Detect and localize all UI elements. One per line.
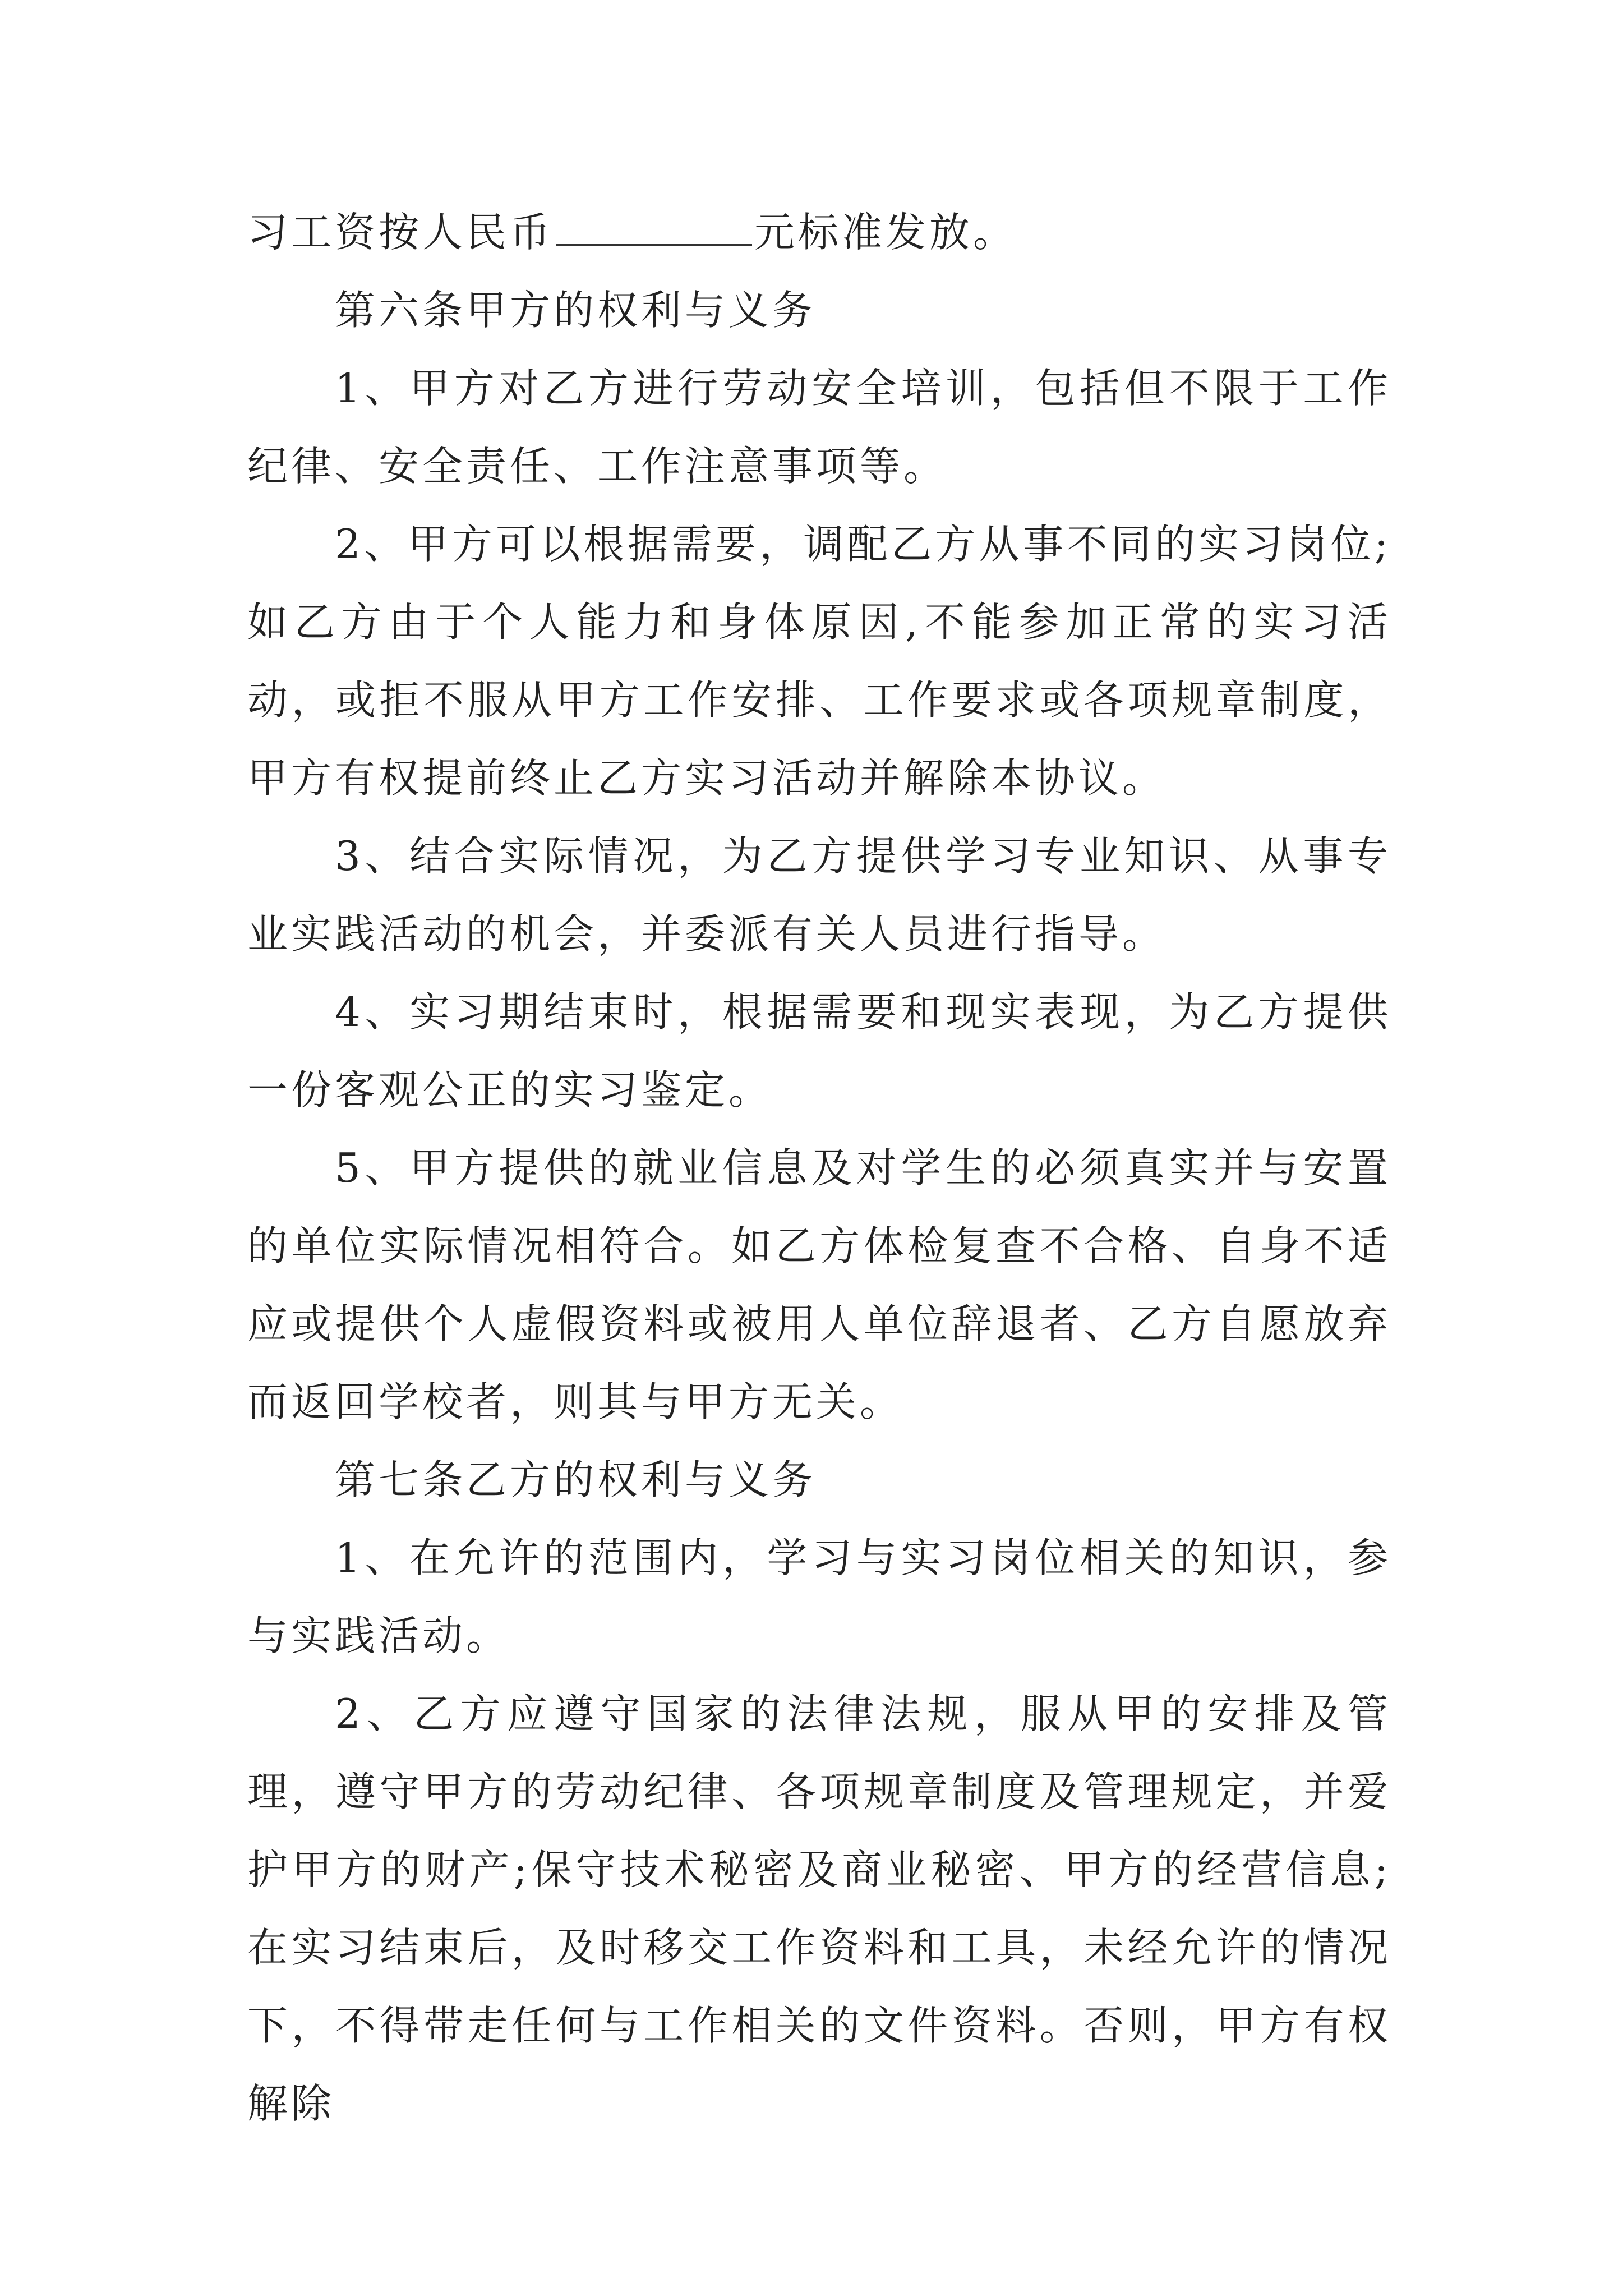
wage-text-after: 元标准发放。 — [754, 209, 1017, 256]
article-7-item-2: 2、乙方应遵守国家的法律法规，服从甲的安排及管理，遵守甲方的劳动纪律、各项规章制度及管理规定，并爱护甲方的财产;保守技术秘密及商业秘密、甲方的经营信息;在实习结束后，及时移交工作资料和工具，未经允许的情况下，不得带走任何与工作相关的文件资料。否则，甲方有权解除 — [247, 1690, 1391, 2127]
article-6-item-1: 1、甲方对乙方进行劳动安全培训，包括但不限于工作纪律、安全责任、工作注意事项等。 — [247, 365, 1391, 490]
document-body — [247, 194, 1391, 2143]
article-6-item-5: 5、甲方提供的就业信息及对学生的必须真实并与安置的单位实际情况相符合。如乙方体检复查不合格、自身不适应或提供个人虚假资料或被用人单位辞退者、乙方自愿放弃而返回学校者，则其与甲方无关。 — [247, 1144, 1391, 1425]
paragraph-continuation — [247, 194, 1391, 272]
article-7-heading: 第七条乙方的权利与义务 — [335, 1456, 817, 1503]
article-6-heading: 第六条甲方的权利与义务 — [335, 287, 817, 334]
article-6-item-3: 3、结合实际情况，为乙方提供学习专业知识、从事专业实践活动的机会，并委派有关人员进行指导。 — [247, 832, 1391, 958]
article-6-item-2: 2、甲方可以根据需要，调配乙方从事不同的实习岗位;如乙方由于个人能力和身体原因,不能参加正常的实习活动，或拒不服从甲方工作安排、工作要求或各项规章制度，甲方有权提前终止乙方实习活动并解除本协议。 — [247, 521, 1391, 802]
wage-text-before: 习工资按人民币 — [247, 209, 554, 256]
article-7-item-1: 1、在允许的范围内，学习与实习岗位相关的知识，参与实践活动。 — [247, 1534, 1391, 1659]
wage-amount-blank — [556, 210, 752, 246]
article-6-item-4: 4、实习期结束时，根据需要和现实表现，为乙方提供一份客观公正的实习鉴定。 — [247, 988, 1391, 1114]
